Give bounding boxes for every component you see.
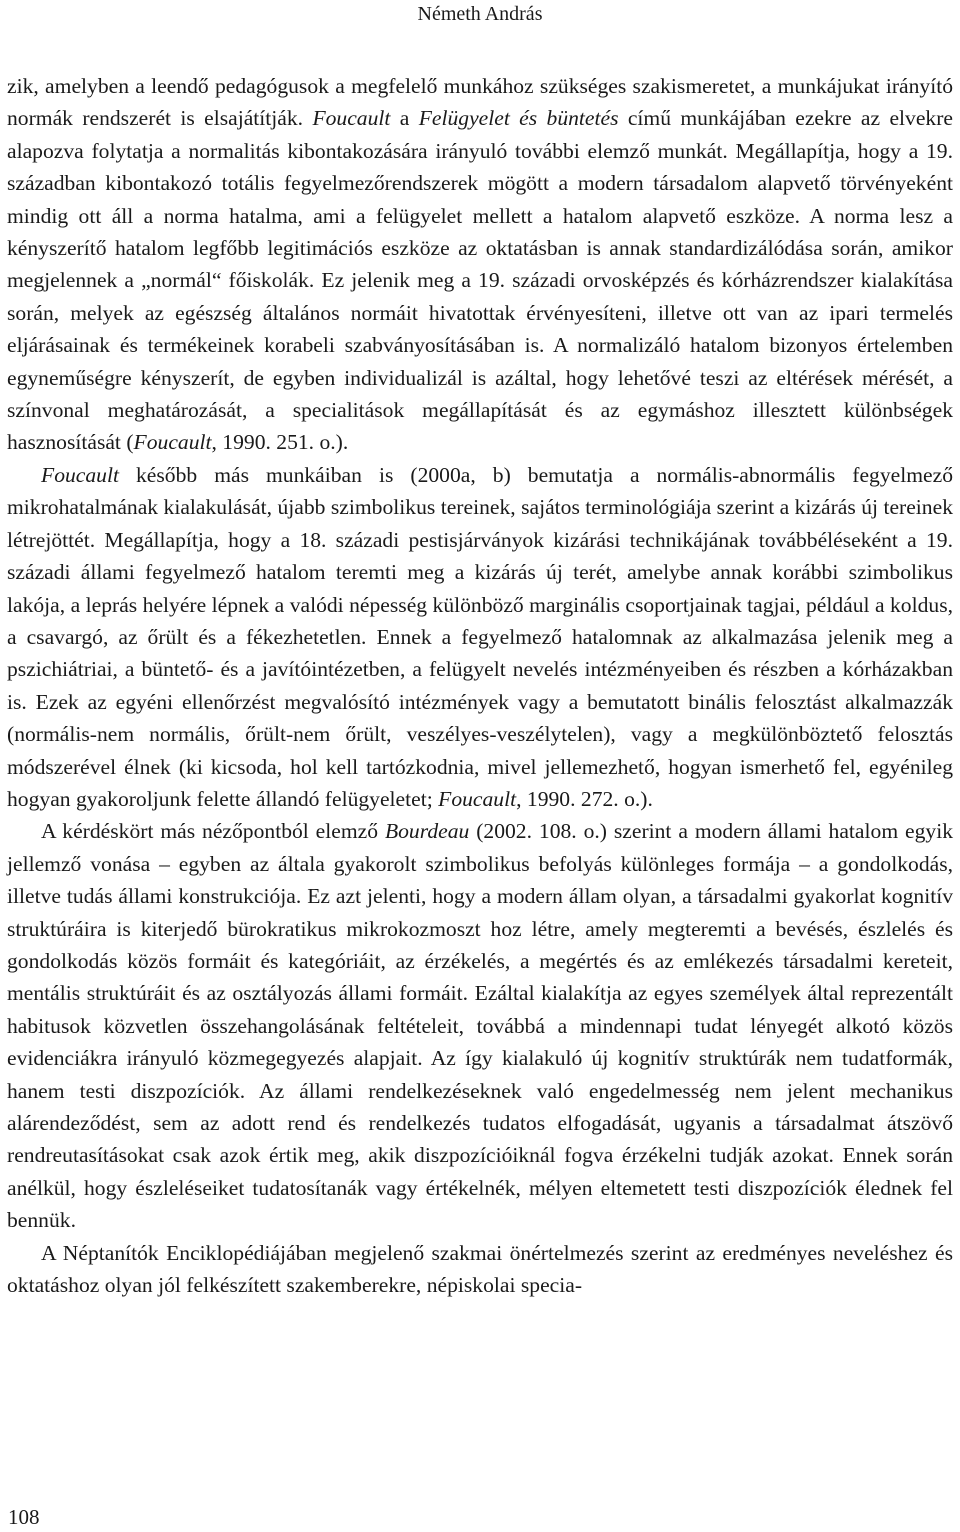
paragraph <box>7 70 953 459</box>
italic-reference: Felügyelet és büntetés <box>418 106 619 131</box>
italic-reference: Bourdeau <box>384 819 470 844</box>
page-number: 108 <box>8 1505 40 1529</box>
text-run: című munkájában ezekre az elvekre alapozva folytatja a normalitás kibontakozására irányuló további elemző munkát. Megállapítja, hogy a 19. században kibontakozó totális fegyelmezőrendszerek mögött a modern társadalom alapvető törvényeként mindig ott áll a norma hatalma, ami a felügyelet mellett a hatalom alapvető eszköze. A norma lesz a kényszerítő hatalom legfőbb legitimációs eszköze az oktatásban is annak standardizálódása során, amikor megjelennek a „normál“ főiskolák. Ez jelenik meg a 19. századi orvosképzés és kórházrendszer kialakítása során, melyek az egészség általános normáit hivatottak érvényesíteni, illetve ott van az ipari termelés eljárásainak és termékeinek korabeli szabványosításában is. A normalizáló hatalom bizonyos értelemben egyneműségre kényszerít, de egyben individualizál is azáltal, hogy lehetővé teszi az eltérések mérését, a színvonal meghatározását, a specialitások megállapítását és az egymáshoz illesztett különbségek hasznosítását ( <box>7 106 953 455</box>
paragraph <box>7 815 953 1236</box>
text-run: A kérdéskört más nézőpontból elemző <box>41 819 385 844</box>
paragraph <box>7 1237 953 1302</box>
text-run: zik, amelyben a leendő pedagógusok a megfelelő munkához szükséges szakismeretet, a munkájukat irányító normák rendszerét is elsajátítják. <box>7 74 953 131</box>
italic-reference: Foucault <box>41 462 119 487</box>
italic-reference: Foucault <box>133 430 212 455</box>
text-run: a <box>390 106 419 131</box>
body-text <box>7 70 953 1301</box>
header-author: Németh András <box>417 3 543 25</box>
text-run: , 1990. 251. o.). <box>211 430 349 455</box>
text-run: később más munkáiban is (2000a, b) bemutatja a normális-abnormális fegyelmező mikrohatalmának kialakulását, újabb szimbolikus tereinek, sajátos terminológiája szerint a kizárás új tereinek létrejöttét. Megállapítja, hogy a 18. századi pestisjárványok kizárási technikájának továbbéléseként a 19. századi állami fegyelmező hatalom teremti meg a kizárás új terét, amelybe annak korábbi szimbolikus lakója, a leprás helyére lépnek a valódi népesség különböző marginális csoportjainak tagjai, például a koldus, a csavargó, az őrült és a fékezhetetlen. Ennek a fegyelmező hatalomnak az alkalmazása jelenik meg a pszichiátriai, a büntető- és a javítóintézetben, a felügyelt nevelés intézményeiben és részben a kórházakban is. Ezek az egyéni ellenőrzést megvalósító intézmények vagy a bemutatott binális felosztást alkalmazzák (normális-nem normális, őrült-nem őrült, veszélyes-veszélytelen), vagy a megkülönböztető felosztás módszerével élnek (ki kicsoda, hol kell tartózkodnia, mivel jellemezhető, hogyan ismerhető fel, egyénileg hogyan gyakoroljunk felette állandó felügyeletet; <box>7 462 953 811</box>
running-header <box>0 0 960 34</box>
italic-reference: Foucault <box>438 786 517 811</box>
italic-reference: Foucault <box>312 106 391 131</box>
text-run: , 1990. 272. o.). <box>516 786 653 811</box>
text-run: A Néptanítók Enciklopédiájában megjelenő szakmai önértelmezés szerint az eredményes neveléshez és oktatáshoz olyan jól felkészített szakemberekre, népiskolai specia- <box>7 1240 953 1298</box>
text-run: (2002. 108. o.) szerint a modern állami hatalom egyik jellemző vonása – egyben az általa gyakorolt szimbolikus befolyás különleges formája – a gondolkodás, illetve tudás állami konstrukciója. Ez azt jelenti, hogy a modern állam olyan, a társadalmi gyakorlat kognitív struktúráira is kiterjedő bürokratikus mikrokozmoszt hoz létre, amely megteremti a bevésés, észlelés és gondolkodás közös formáit és kategóriáit, az érzékelés, a megértés és az emlékezés társadalmi kereteit, mentális struktúráit és az osztályozás állami formáit. Ezáltal kialakítja az egyes személyek által reprezentált habitusok közvetlen összehangolásának feltételeit, továbbá a mindennapi tudat lényegét alkotó közös evidenciákra irányuló közmegegyezés alapjait. Az így kialakuló új kognitív struktúrák nem tudatformák, hanem testi diszpozíciók. Az állami rendelkezéseknek való engedelmesség nem jelent mechanikus alárendeződést, sem az adott rend és rendelkezés tudatos elfogadását, ugyanis a társadalmat átszövő rendreutasításokat csak azok értik meg, akik diszpozícióiknál fogva érzékelni tudják azokat. Ennek során anélkül, hogy észleléseiket tudatosítanák vagy értékelnék, mélyen eltemetett testi diszpozíciók élednek fel bennük. <box>7 819 953 1233</box>
paragraph <box>7 459 953 815</box>
